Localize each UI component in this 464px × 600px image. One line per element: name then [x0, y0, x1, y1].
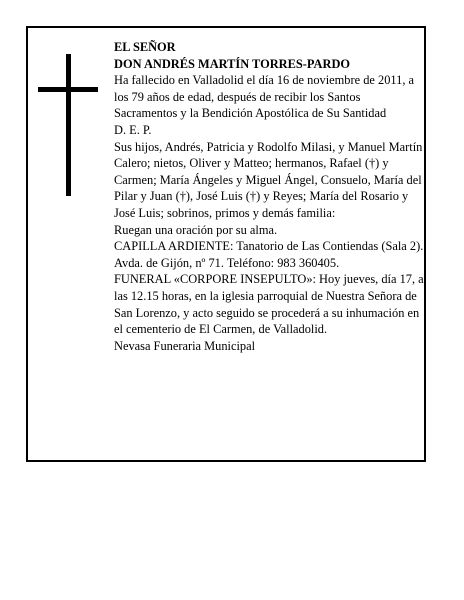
cross-horizontal-bar — [38, 87, 98, 92]
funeral-home: Nevasa Funeraria Municipal — [114, 338, 256, 353]
obituary-content — [114, 39, 424, 354]
funeral-info: FUNERAL «CORPORE INSEPULTO»: Hoy jueves, día 17, a las 12.15 horas, en la iglesia parroquial de Nuestra Señora de San Lorenzo, y acto seguido se procederá a su inhumación en el cementerio de El Carmen, de Valladolid. — [114, 272, 424, 337]
title-line: EL SEÑOR — [114, 40, 176, 54]
cross-vertical-bar — [66, 54, 71, 196]
prayer-request: Ruegan una oración por su alma. — [114, 222, 278, 237]
rip-line: D. E. P. — [114, 122, 152, 137]
obituary-notice — [26, 26, 426, 462]
death-announcement: Ha fallecido en Valladolid el día 16 de noviembre de 2011, a los 79 años de edad, después de recibir los Santos Sacramentos y la Bendición Apostólica de Su Santidad — [114, 73, 415, 121]
chapel-info: CAPILLA ARDIENTE: Tanatorio de Las Contiendas (Sala 2). Avda. de Gijón, nº 71. Teléfono: 983 360405. — [114, 239, 424, 270]
deceased-name: DON ANDRÉS MARTÍN TORRES-PARDO — [114, 56, 351, 71]
family-list: Sus hijos, Andrés, Patricia y Rodolfo Milasi, y Manuel Martín Calero; nietos, Oliver y Matteo; hermanos, Rafael (†) y Carmen; María Ángeles y Miguel Ángel, Consuelo, María del Pilar y Juan (†), José Luis (†) y Reyes; María del Rosario y José Luis; sobrinos, primos y demás familia: — [114, 139, 423, 220]
